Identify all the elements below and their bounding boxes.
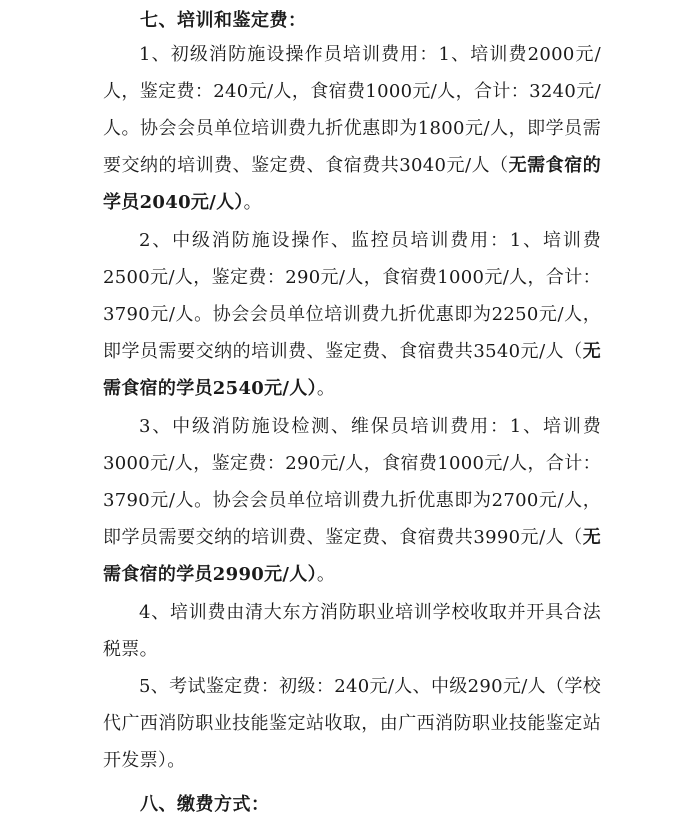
- fee-item-3-tail: 。: [316, 564, 336, 585]
- fee-item-3: [103, 408, 601, 593]
- fee-item-5: [103, 668, 601, 779]
- fee-item-4-text: 4、培训费由清大东方消防职业培训学校收取并开具合法税票。: [103, 602, 601, 660]
- section-7-heading: 七、培训和鉴定费：: [140, 10, 307, 31]
- fee-item-1-text: 1、初级消防施设操作员培训费用：1、培训费2000元/人，鉴定费：240元/人，食宿费1000元/人，合计：3240元/人。协会会员单位培训费九折优惠即为1800元/人，即学员需要交纳的培训费、鉴定费、食宿费共3040元/人（: [103, 44, 601, 176]
- section-8-heading: 八、缴费方式：: [140, 794, 270, 815]
- fee-item-3-text: 3、中级消防施设检测、维保员培训费用：1、培训费3000元/人，鉴定费：290元/人，食宿费1000元/人，合计：3790元/人。协会会员单位培训费九折优惠即为2700元/人，即学员需要交纳的培训费、鉴定费、食宿费共3990元/人（: [103, 416, 601, 548]
- fee-item-3-no-board-note: 无需食宿的学员2990元/人）: [103, 527, 601, 585]
- fee-item-2: [103, 222, 601, 407]
- fee-item-2-no-board-note: 无需食宿的学员2540元/人）: [103, 341, 601, 399]
- fee-item-2-tail: 。: [316, 378, 336, 399]
- fee-item-1-tail: 。: [243, 192, 262, 213]
- fee-item-4: [103, 594, 601, 668]
- fee-item-2-text: 2、中级消防施设操作、监控员培训费用：1、培训费2500元/人，鉴定费：290元/人，食宿费1000元/人，合计：3790元/人。协会会员单位培训费九折优惠即为2250元/人，即学员需要交纳的培训费、鉴定费、食宿费共3540元/人（: [103, 230, 601, 362]
- fee-item-5-text: 5、考试鉴定费：初级：240元/人、中级290元/人（学校代广西消防职业技能鉴定站收取，由广西消防职业技能鉴定站开发票）。: [103, 676, 601, 771]
- fee-item-1: [103, 36, 601, 221]
- fee-item-1-no-board-note: 无需食宿的学员2040元/人）: [103, 155, 602, 213]
